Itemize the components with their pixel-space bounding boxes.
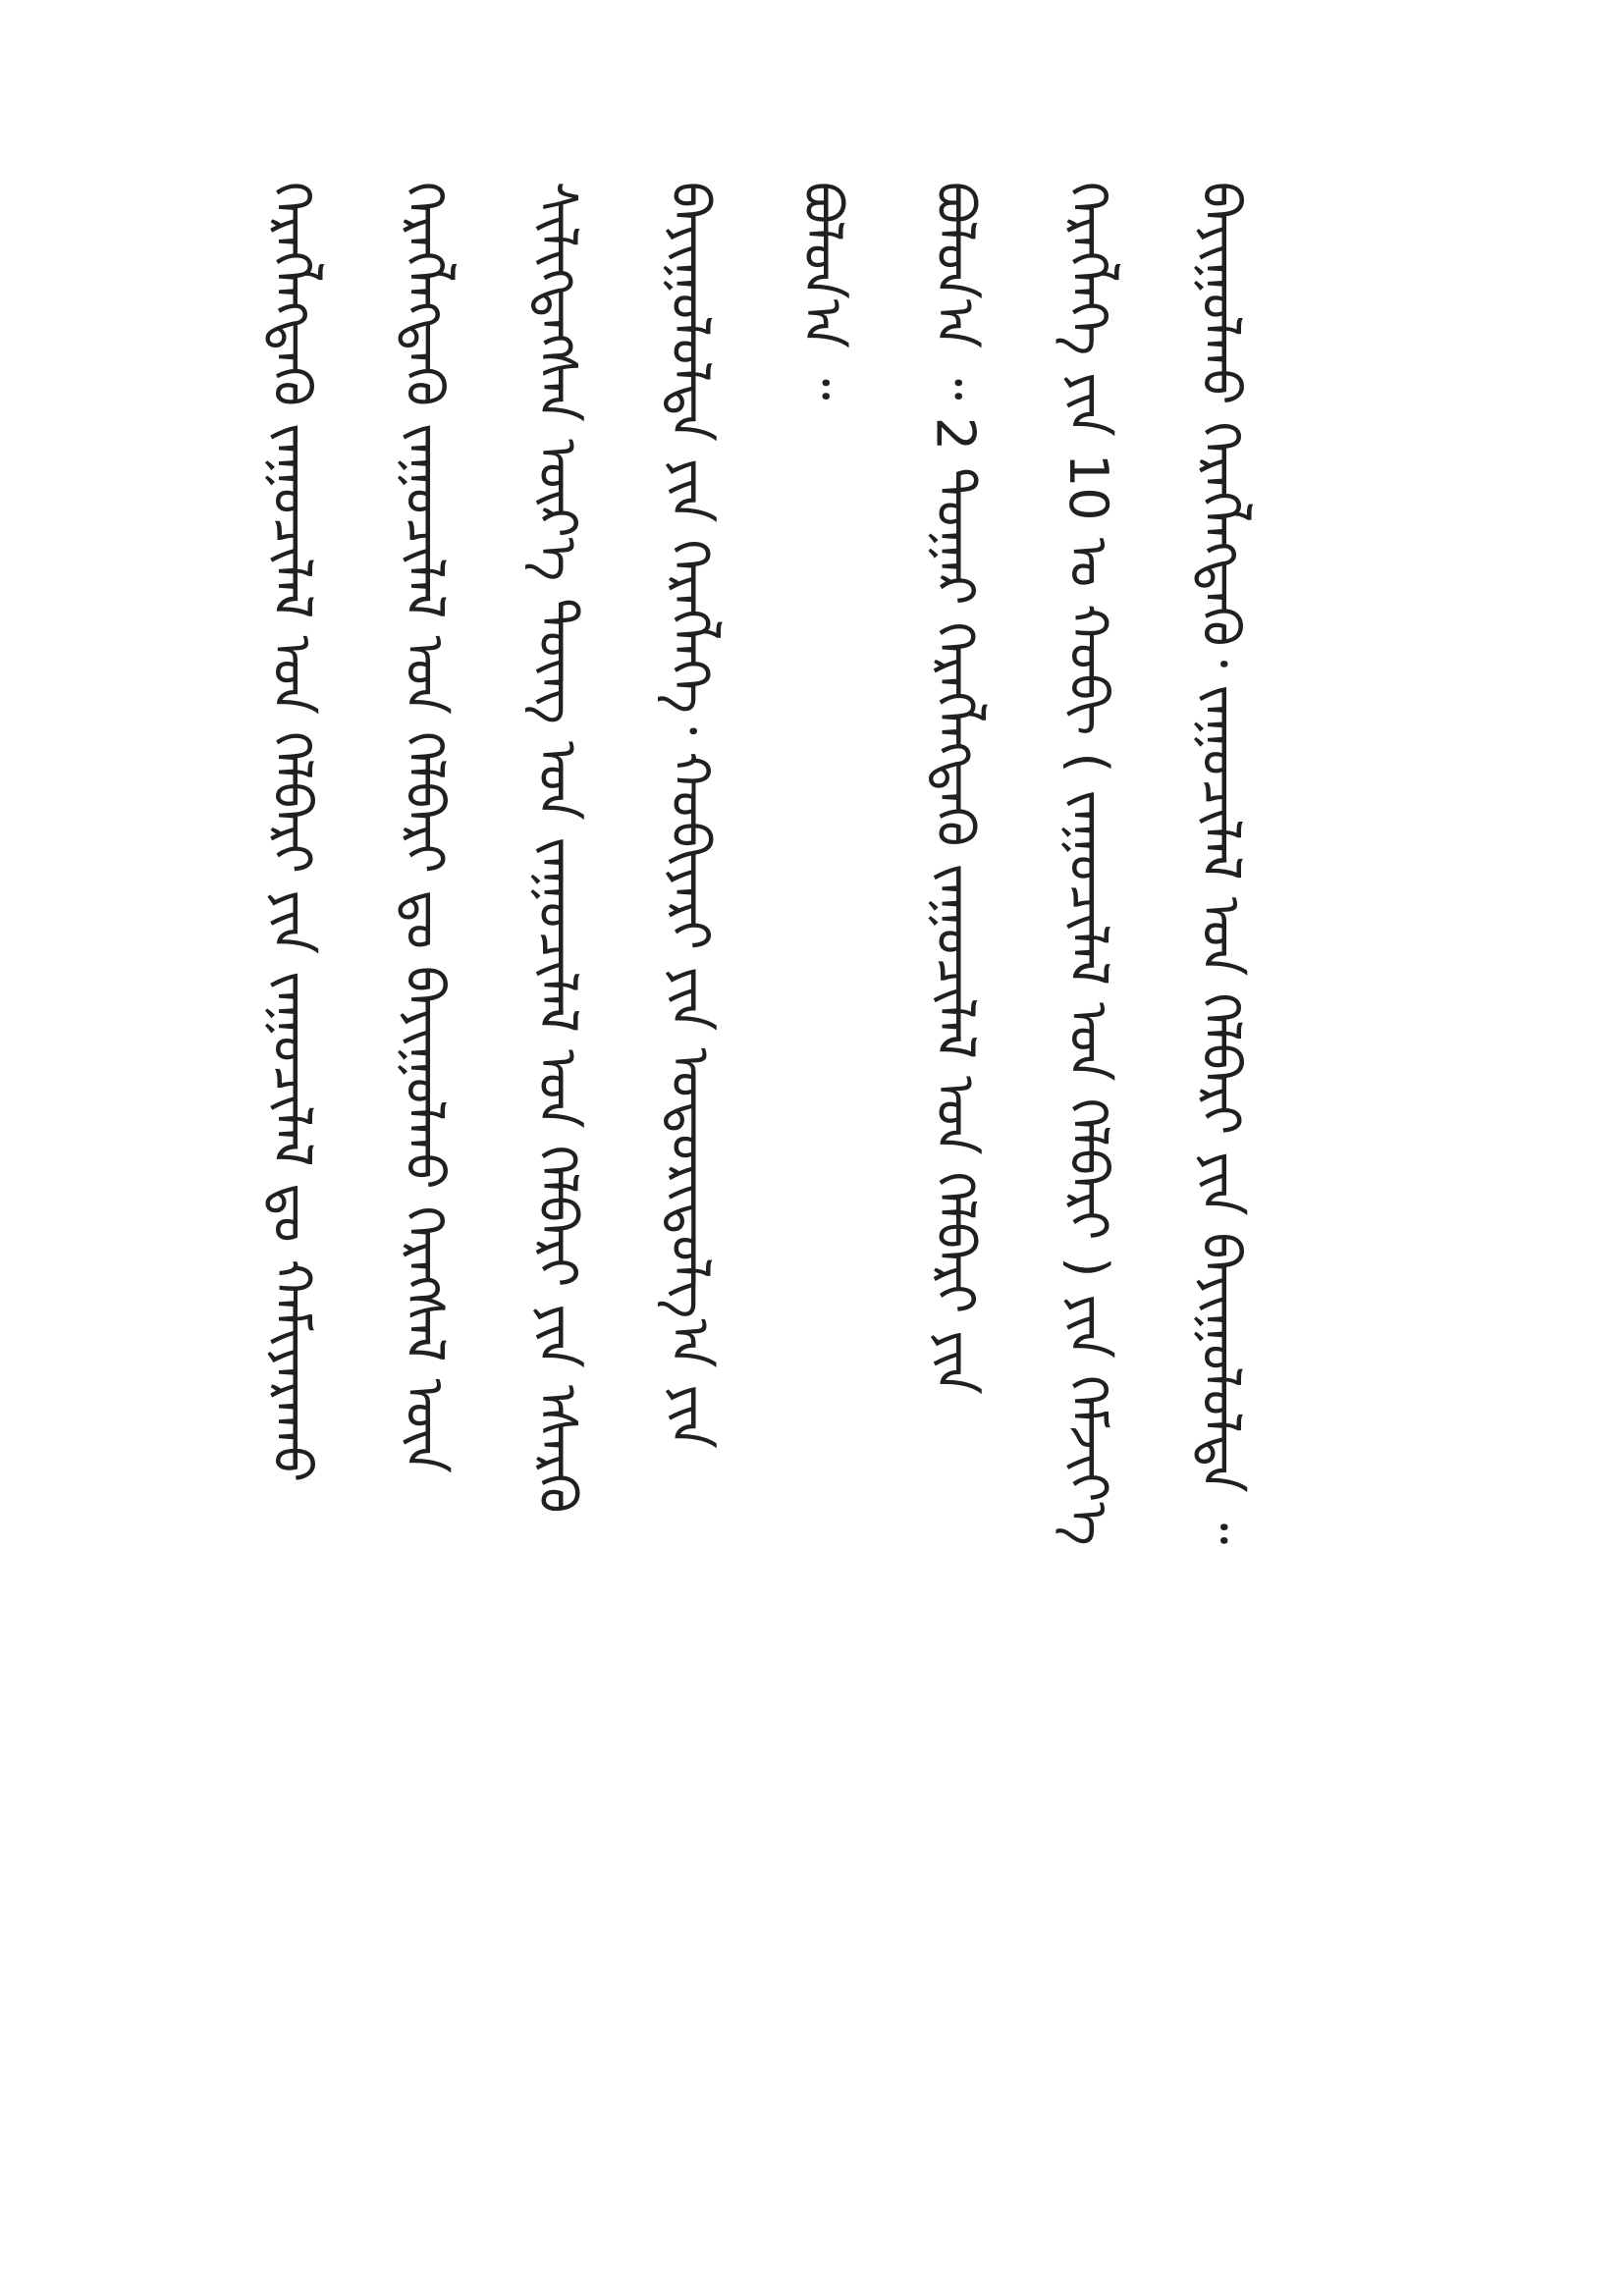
text-line: ᠪᠤᠯᠤᠨ᠎ᠠ ᠃ — [791, 182, 854, 400]
text-column-1 — [261, 182, 323, 2047]
text-line: ᠰᠢᠯᠢᠭᠳᠡᠭᠰᠡᠨ ᠦᠷ᠎ᠡ ᠳᠦᠩ ᠤᠨ ᠵᠠᠭᠤᠴᠢᠯᠠᠯ ᠤᠨ ᠬᠡᠯᠪᠡᠷᠢ ᠶᠢᠨ ᠡᠰᠡᠷᠭᠦ — [526, 182, 589, 1514]
text-line: ᠪᠤᠯᠤᠨ᠎ᠠ ᠃ 2 ᠳᠤᠭᠠᠷ ᠬᠡᠷᠡᠭᠯᠡᠭᠳᠡᠬᠦ ᠵᠠᠭᠤᠴᠢᠯᠠᠯ ᠤᠨ ᠬᠡᠯᠪᠡᠷᠢ ᠶᠢᠨ — [924, 182, 987, 1395]
text-column-5 — [791, 182, 854, 2047]
text-column-8 — [1189, 182, 1252, 2047]
text-column-3 — [526, 182, 589, 2047]
text-line: ᠪᠠᠶᠢᠭᠤᠯᠬᠤ ᠬᠡᠷᠡᠭᠯᠡᠭᠳᠡᠬᠦ᠂ ᠵᠠᠭᠤᠴᠢᠯᠠᠯ ᠤᠨ ᠬᠡᠯᠪᠡᠷᠢ ᠶᠢᠨ ᠪᠠᠶᠢᠭᠤᠯᠤᠯᠲᠠ ᠃ — [1189, 182, 1252, 1545]
text-line: ᠬᠡᠷᠡᠭᠯᠡᠭᠳᠡᠬᠦ ᠵᠠᠭᠤᠴᠢᠯᠠᠯ ᠤᠨ ᠬᠡᠯᠪᠡᠷᠢ ᠶᠢᠨ ᠵᠠᠭᠤᠴᠢᠯᠠᠯ ᠳᠤ ᠬᠠᠮᠢᠶᠠᠷᠠᠬᠤ — [261, 182, 323, 1483]
text-line: ᠪᠠᠶᠢᠭᠤᠯᠤᠯᠲᠠ ᠶᠢᠨ ᠬᠡᠷᠡᠭᠯᠡᠭᠡ᠂ ᠬᠤᠪᠢᠶᠠᠷᠢ ᠶᠢᠨ ᠤᠳᠤᠷᠢᠳᠤᠯᠭ᠎ᠠ ᠶᠢᠨ — [659, 182, 722, 1449]
text-column-4 — [659, 182, 722, 2047]
text-line: ᠬᠡᠷᠡᠭᠯᠡᠭᠳᠡᠬᠦ ᠵᠠᠭᠤᠴᠢᠯᠠᠯ ᠤᠨ ᠬᠡᠯᠪᠡᠷᠢ ᠳᠤ ᠪᠠᠶᠢᠭᠤᠯᠬᠤ ᠬᠡᠷᠡᠭᠰᠡᠯ ᠦᠨ — [394, 182, 457, 1473]
text-column-6 — [924, 182, 987, 2047]
text-line: ᠬᠡᠷᠡᠭᠯᠡᠭᠡ ᠶᠢᠨ 10 ᠤ ᠬᠤᠪᠢ ( ᠵᠠᠭᠤᠴᠢᠯᠠᠯ ᠤᠨ ᠬᠡᠯᠪᠡᠷᠢ ) ᠶᠢᠨ ᠬᠡᠮᠵᠢᠶ᠎ᠡ — [1056, 182, 1119, 1546]
text-column-2 — [394, 182, 457, 2047]
text-column-7 — [1056, 182, 1119, 2047]
mongolian-text-block — [261, 182, 1252, 2047]
